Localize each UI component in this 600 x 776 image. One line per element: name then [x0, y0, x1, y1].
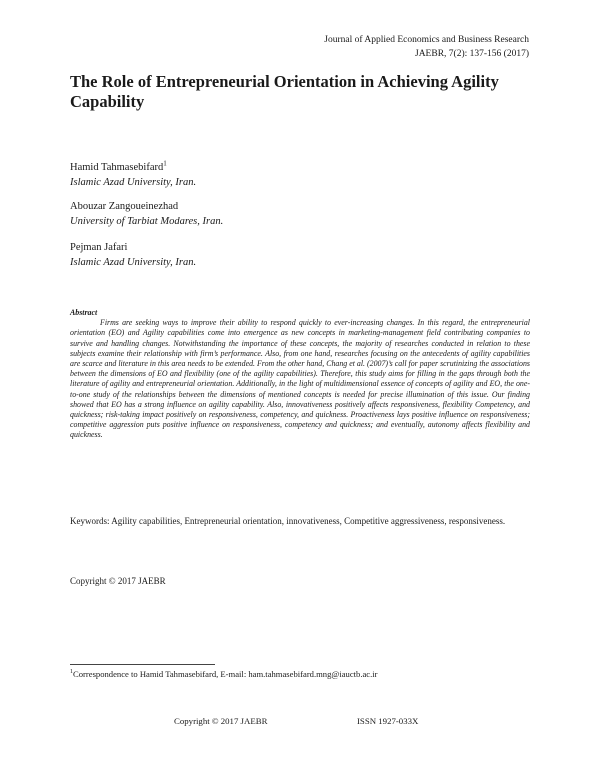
author-name-line: [70, 160, 196, 175]
author-footnote-mark: 1: [163, 159, 167, 168]
journal-name: Journal of Applied Economics and Business Research: [324, 35, 529, 45]
abstract-heading: Abstract: [70, 308, 98, 317]
author-affiliation: Islamic Azad University, Iran.: [70, 177, 197, 188]
author-name-line: [70, 199, 223, 214]
footer-copyright: Copyright © 2017 JAEBR: [174, 716, 268, 726]
author-name: Pejman Jafari: [70, 242, 128, 253]
abstract-section: [70, 308, 530, 441]
copyright-notice: Copyright © 2017 JAEBR: [70, 576, 166, 586]
abstract-text: Firms are seeking ways to improve their ability to respond quickly to ever-increasing changes. In this regard, the entrepreneurial orientation (EO) and Agility capabilities come into emergence as new concepts in marketing-management field contributing companies to survive and handling changes. Notwithstanding the importance of these concepts, the majority of researches conducted in relation to these subjects examine their relationship with firm’s performance. Also, from one hand, researches focusing on the antecedents of agility capabilities are scarce and literature in this area needs to be extended. From the other hand, Chang et al. (2007)’s call for paper scrutinizing the associations between the dimensions of EO and flexibility (one of the agility capabilities). Therefore, this study aims for filling in the gaps through both the literature of agility and entrepreneurial orientation. Additionally, in the light of multidimensional essence of concepts of agility and EO, the one-to-one study of the relationships between the dimensions of mentioned concepts is needed for precise illumination of this issue. Our finding showed that EO has a strong influence on agility capability. Also, innovativeness positively affects responsiveness, flexibility Competency, and quickness; risk-taking impact positively on responsiveness, competency, and quickness. Proactiveness lays positive influence on responsiveness; competitive aggression puts positive influence on responsiveness, competency and quickness; and eventually, autonomy affects flexibility and quickness.: [70, 318, 530, 440]
footer-issn: ISSN 1927-033X: [357, 716, 419, 726]
author-block: [70, 160, 196, 190]
author-affiliation: Islamic Azad University, Iran.: [70, 257, 197, 268]
journal-header: [324, 34, 529, 61]
author-block: [70, 199, 223, 229]
author-block: [70, 240, 196, 270]
footnote-mark: 1: [70, 669, 73, 676]
author-name: Abouzar Zangoueinezhad: [70, 201, 179, 212]
author-affiliation: University of Tarbiat Modares, Iran.: [70, 216, 224, 227]
footnote: [70, 669, 378, 679]
keywords: Keywords: Agility capabilities, Entrepreneurial orientation, innovativeness, Competitive aggressiveness, responsiveness.: [70, 516, 506, 526]
footnote-divider: [70, 664, 215, 665]
author-name-line: [70, 240, 196, 255]
footnote-text: Correspondence to Hamid Tahmasebifard, E-mail: ham.tahmasebifard.mng@iauctb.ac.ir: [73, 669, 378, 679]
journal-citation: JAEBR, 7(2): 137-156 (2017): [415, 48, 529, 59]
paper-title: The Role of Entrepreneurial Orientation in Achieving Agility Capability: [70, 72, 499, 111]
author-name: Hamid Tahmasebifard: [70, 162, 164, 173]
